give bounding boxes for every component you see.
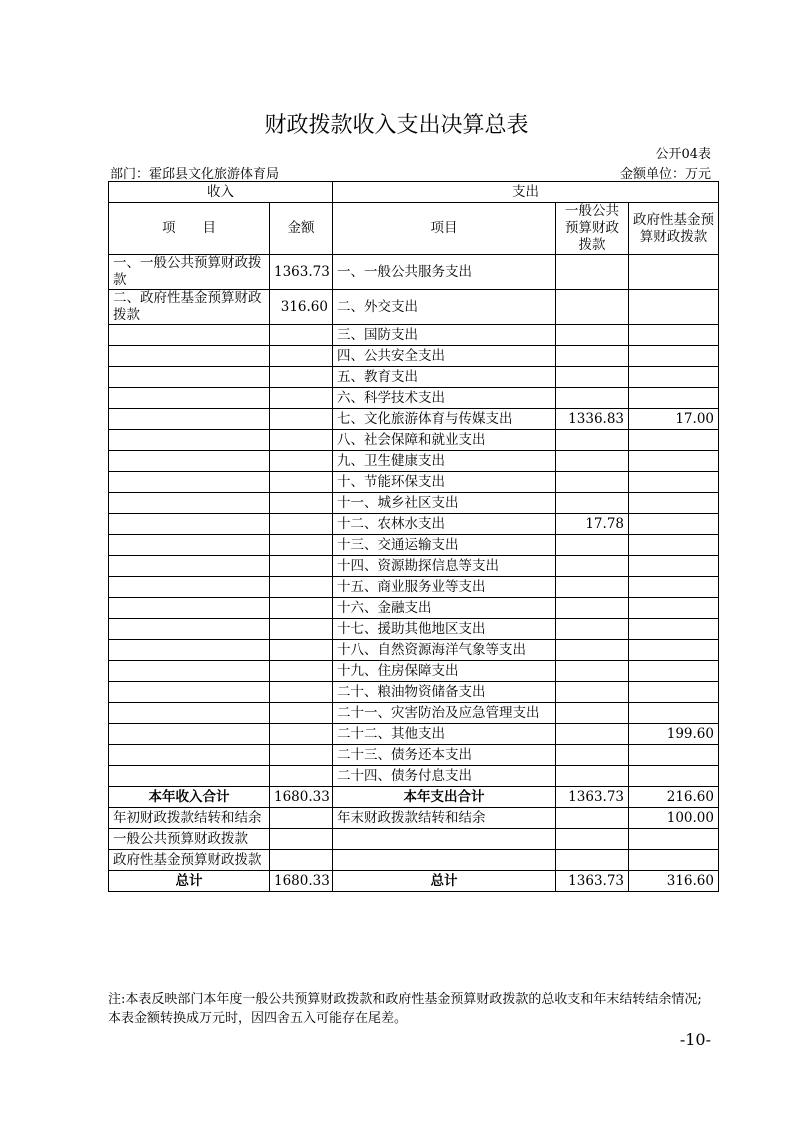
expense-fund-cell [629, 346, 719, 367]
income-amount-cell [270, 514, 333, 535]
expense-fund-cell [629, 619, 719, 640]
expense-item-cell: 十一、城乡社区支出 [333, 493, 556, 514]
expense-fund-cell [629, 745, 719, 766]
expense-total-general: 1363.73 [556, 787, 629, 808]
empty-cell [333, 850, 556, 871]
general-budget-row [109, 829, 719, 850]
expense-fund-cell [629, 388, 719, 409]
income-item-cell [109, 661, 270, 682]
expense-fund-cell [629, 472, 719, 493]
income-item-cell [109, 598, 270, 619]
expense-general-cell [556, 451, 629, 472]
end-carryover-general [556, 808, 629, 829]
expense-item-cell: 一、一般公共服务支出 [333, 255, 556, 290]
income-item-cell [109, 346, 270, 367]
expense-item-cell: 十八、自然资源海洋气象等支出 [333, 640, 556, 661]
income-item-cell [109, 703, 270, 724]
table-row [109, 598, 719, 619]
expense-item-cell: 七、文化旅游体育与传媒支出 [333, 409, 556, 430]
expense-general-cell [556, 325, 629, 346]
empty-cell [629, 829, 719, 850]
expense-item-cell: 四、公共安全支出 [333, 346, 556, 367]
begin-carryover-value [270, 808, 333, 829]
table-row [109, 577, 719, 598]
income-amount-cell [270, 388, 333, 409]
income-amount-cell [270, 598, 333, 619]
expense-general-cell [556, 640, 629, 661]
expense-fund-cell [629, 451, 719, 472]
expense-fund-cell [629, 766, 719, 787]
expense-fund-cell [629, 514, 719, 535]
table-row [109, 255, 719, 290]
income-amount-cell [270, 640, 333, 661]
expense-total-label: 本年支出合计 [333, 787, 556, 808]
income-amount-cell: 1363.73 [270, 255, 333, 290]
income-amount-cell [270, 682, 333, 703]
page-title: 财政拨款收入支出决算总表 [264, 113, 529, 138]
grand-total-row [109, 871, 719, 892]
table-row [109, 451, 719, 472]
begin-carryover-label: 年初财政拨款结转和结余 [109, 808, 270, 829]
table-row [109, 290, 719, 325]
income-item-cell [109, 745, 270, 766]
expense-item-cell: 十九、住房保障支出 [333, 661, 556, 682]
expense-fund-cell [629, 493, 719, 514]
expense-general-cell [556, 346, 629, 367]
expense-general-cell [556, 661, 629, 682]
empty-cell [270, 829, 333, 850]
income-item-cell [109, 325, 270, 346]
expense-item-cell: 三、国防支出 [333, 325, 556, 346]
expense-general-cell [556, 367, 629, 388]
income-amount-cell [270, 325, 333, 346]
expense-general-cell [556, 290, 629, 325]
expense-general-cell [556, 682, 629, 703]
income-amount-cell [270, 493, 333, 514]
expense-general-cell [556, 556, 629, 577]
expense-item-cell: 十七、援助其他地区支出 [333, 619, 556, 640]
income-item-cell: 二、政府性基金预算财政拨款 [109, 290, 270, 325]
empty-cell [333, 829, 556, 850]
expense-fund-cell [629, 535, 719, 556]
expense-item-cell: 二十二、其他支出 [333, 724, 556, 745]
income-item-cell [109, 682, 270, 703]
budget-table [108, 181, 719, 892]
income-item-cell [109, 430, 270, 451]
expense-total-fund: 216.60 [629, 787, 719, 808]
expense-general-cell [556, 430, 629, 451]
table-row [109, 556, 719, 577]
expense-fund-cell [629, 325, 719, 346]
income-item-cell: 一、一般公共预算财政拨款 [109, 255, 270, 290]
income-amount-cell [270, 577, 333, 598]
income-item-cell [109, 451, 270, 472]
expense-fund-cell [629, 598, 719, 619]
income-header: 收入 [109, 182, 333, 203]
expense-general-cell [556, 745, 629, 766]
income-item-cell [109, 514, 270, 535]
income-amount-cell [270, 661, 333, 682]
expense-fund-cell [629, 255, 719, 290]
expense-item-cell: 十六、金融支出 [333, 598, 556, 619]
income-item-cell [109, 409, 270, 430]
end-carryover-fund: 100.00 [629, 808, 719, 829]
expense-item-cell: 二十四、债务付息支出 [333, 766, 556, 787]
expense-general-cell [556, 598, 629, 619]
income-total-value: 1680.33 [270, 787, 333, 808]
grand-total-general: 1363.73 [556, 871, 629, 892]
expense-header: 支出 [333, 182, 719, 203]
expense-item-cell: 二十三、债务还本支出 [333, 745, 556, 766]
expense-item-cell: 六、科学技术支出 [333, 388, 556, 409]
expense-item-cell: 二、外交支出 [333, 290, 556, 325]
income-amount-cell [270, 703, 333, 724]
expense-fund-cell [629, 703, 719, 724]
income-amount-cell [270, 367, 333, 388]
income-item-cell [109, 619, 270, 640]
expense-fund-cell [629, 577, 719, 598]
income-amount-cell [270, 430, 333, 451]
expense-general-cell: 17.78 [556, 514, 629, 535]
table-row [109, 346, 719, 367]
table-row [109, 745, 719, 766]
table-row [109, 640, 719, 661]
table-row [109, 661, 719, 682]
income-total-label: 本年收入合计 [109, 787, 270, 808]
table-row [109, 367, 719, 388]
header-row-group [109, 182, 719, 203]
table-row [109, 766, 719, 787]
expense-fund-cell: 17.00 [629, 409, 719, 430]
income-item-cell [109, 724, 270, 745]
empty-cell [270, 850, 333, 871]
income-item-cell [109, 493, 270, 514]
table-row [109, 493, 719, 514]
income-item-cell [109, 766, 270, 787]
total-row [109, 787, 719, 808]
expense-fund-cell [629, 682, 719, 703]
table-row [109, 535, 719, 556]
general-budget-label: 一般公共预算财政拨款 [109, 829, 270, 850]
form-number: 公开04表 [655, 147, 711, 162]
empty-cell [556, 829, 629, 850]
income-amount-cell: 316.60 [270, 290, 333, 325]
income-item-cell [109, 535, 270, 556]
expense-general-cell [556, 577, 629, 598]
table-row [109, 388, 719, 409]
grand-total-income: 1680.33 [270, 871, 333, 892]
amount-header: 金额 [270, 203, 333, 255]
expense-general-cell [556, 255, 629, 290]
grand-total-expense-label: 总计 [333, 871, 556, 892]
expense-item-cell: 十二、农林水支出 [333, 514, 556, 535]
unit-label: 金额单位：万元 [619, 167, 711, 182]
expense-item-cell: 五、教育支出 [333, 367, 556, 388]
expense-general-cell [556, 388, 629, 409]
income-item-cell [109, 367, 270, 388]
income-amount-cell [270, 535, 333, 556]
expense-fund-cell [629, 640, 719, 661]
table-row [109, 724, 719, 745]
table-row [109, 619, 719, 640]
expense-fund-cell [629, 661, 719, 682]
gov-fund-row [109, 850, 719, 871]
expense-fund-cell: 199.60 [629, 724, 719, 745]
end-carryover-label: 年末财政拨款结转和结余 [333, 808, 556, 829]
income-amount-cell [270, 346, 333, 367]
expense-general-cell [556, 619, 629, 640]
table-row [109, 514, 719, 535]
gov-fund-header: 政府性基金预算财政拨款 [629, 203, 719, 255]
table-row [109, 472, 719, 493]
table-row [109, 682, 719, 703]
income-item-header: 项 目 [109, 203, 270, 255]
income-amount-cell [270, 724, 333, 745]
carryover-row [109, 808, 719, 829]
grand-total-label: 总计 [109, 871, 270, 892]
expense-general-cell [556, 766, 629, 787]
expense-general-cell [556, 535, 629, 556]
income-item-cell [109, 640, 270, 661]
income-amount-cell [270, 451, 333, 472]
table-row [109, 430, 719, 451]
expense-general-cell [556, 472, 629, 493]
income-amount-cell [270, 766, 333, 787]
expense-general-cell: 1336.83 [556, 409, 629, 430]
income-amount-cell [270, 472, 333, 493]
table-row [109, 325, 719, 346]
footnote: 注:本表反映部门本年度一般公共预算财政拨款和政府性基金预算财政拨款的总收支和年末结转结余情况; 本表金额转换成万元时，因四舍五入可能存在尾差。 [108, 992, 702, 1026]
expense-general-cell [556, 724, 629, 745]
expense-item-cell: 二十、粮油物资储备支出 [333, 682, 556, 703]
expense-item-cell: 十四、资源勘探信息等支出 [333, 556, 556, 577]
income-amount-cell [270, 556, 333, 577]
gov-fund-label: 政府性基金预算财政拨款 [109, 850, 270, 871]
expense-item-header: 项目 [333, 203, 556, 255]
income-amount-cell [270, 619, 333, 640]
expense-fund-cell [629, 430, 719, 451]
expense-item-cell: 十三、交通运输支出 [333, 535, 556, 556]
expense-item-cell: 八、社会保障和就业支出 [333, 430, 556, 451]
income-item-cell [109, 472, 270, 493]
expense-item-cell: 九、卫生健康支出 [333, 451, 556, 472]
table-row [109, 703, 719, 724]
income-item-cell [109, 556, 270, 577]
page-number: -10- [679, 1030, 711, 1049]
expense-item-cell: 二十一、灾害防治及应急管理支出 [333, 703, 556, 724]
department-label: 部门：霍邱县文化旅游体育局 [110, 167, 280, 182]
income-amount-cell [270, 409, 333, 430]
empty-cell [556, 850, 629, 871]
expense-fund-cell [629, 290, 719, 325]
table-row [109, 409, 719, 430]
header-row-columns [109, 203, 719, 255]
expense-fund-cell [629, 556, 719, 577]
grand-total-fund: 316.60 [629, 871, 719, 892]
expense-general-cell [556, 703, 629, 724]
income-item-cell [109, 388, 270, 409]
income-amount-cell [270, 745, 333, 766]
expense-item-cell: 十、节能环保支出 [333, 472, 556, 493]
income-item-cell [109, 577, 270, 598]
empty-cell [629, 850, 719, 871]
expense-fund-cell [629, 367, 719, 388]
expense-item-cell: 十五、商业服务业等支出 [333, 577, 556, 598]
general-budget-header: 一般公共预算财政拨款 [556, 203, 629, 255]
expense-general-cell [556, 493, 629, 514]
